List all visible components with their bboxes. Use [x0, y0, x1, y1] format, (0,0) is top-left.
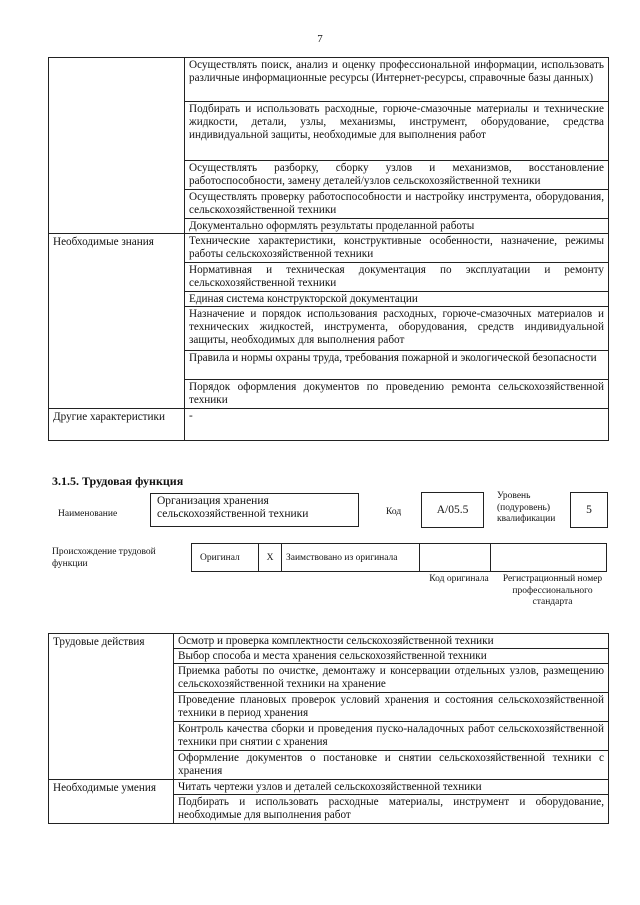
knowledge-item: Технические характеристики, конструктивные особенности, назначение, режимы работы сельскохозяйственной техники	[185, 234, 609, 263]
original-cell: Оригинал	[191, 543, 259, 572]
knowledge-label: Необходимые знания	[49, 234, 185, 409]
action-item: Контроль качества сборки и проведения пуско-наладочных работ сельскохозяйственной техники при снятии с хранения	[174, 722, 609, 751]
action-item: Приемка работы по очистке, демонтажу и консервации отдельных узлов, размещению сельскохозяйственной техники на хранение	[174, 664, 609, 693]
skills-label: Необходимые умения	[49, 780, 174, 824]
function-name-box: Организация хранения сельскохозяйственной техники	[150, 493, 359, 527]
skill-item: Читать чертежи узлов и деталей сельскохозяйственной техники	[174, 780, 609, 795]
code-label: Код	[386, 507, 402, 517]
section-title: 3.1.5. Трудовая функция	[52, 474, 184, 488]
action-item: Осмотр и проверка комплектности сельскохозяйственной техники	[174, 634, 609, 649]
page-number: 7	[317, 33, 323, 45]
knowledge-item: Единая система конструкторской документации	[185, 292, 609, 307]
actions-label: Трудовые действия	[49, 634, 174, 780]
origin-label: Происхождение трудовой функции	[52, 547, 156, 569]
knowledge-item: Нормативная и техническая документация по эксплуатации и ремонту сельскохозяйственной техники	[185, 263, 609, 292]
name-label: Наименование	[58, 509, 118, 519]
table-row	[49, 780, 609, 795]
upper-requirements-table	[48, 57, 609, 441]
borrowed-cell: Заимствовано из оригинала	[281, 543, 420, 572]
table-row	[49, 234, 609, 263]
original-mark: X	[258, 543, 282, 572]
other-characteristics-value: -	[185, 409, 609, 441]
action-item: Выбор способа и места хранения сельскохозяйственной техники	[174, 649, 609, 664]
qualification-level-label: Уровень (подуровень) квалификации	[497, 491, 556, 524]
registration-number-caption: Регистрационный номер профессионального стандарта	[502, 574, 603, 607]
skills-label-cell	[49, 58, 185, 234]
registration-number-cell	[490, 543, 607, 572]
table-row	[49, 58, 609, 102]
skill-item: Осуществлять проверку работоспособности и настройку инструмента, оборудования, сельскохозяйственной техники	[185, 190, 609, 219]
qualification-level-box: 5	[570, 492, 608, 528]
skill-item: Документально оформлять результаты проделанной работы	[185, 219, 609, 234]
knowledge-item: Правила и нормы охраны труда, требования пожарной и экологической безопасности	[185, 351, 609, 380]
action-item: Проведение плановых проверок условий хранения и состояния сельскохозяйственной техники в период хранения	[174, 693, 609, 722]
skill-item: Осуществлять поиск, анализ и оценку профессиональной информации, использовать различные информационные ресурсы (Интернет-ресурсы, справочные базы данных)	[185, 58, 609, 102]
origin-row	[192, 543, 607, 572]
skill-item: Осуществлять разборку, сборку узлов и механизмов, восстановление работоспособности, замену деталей/узлов сельскохозяйственной техники	[185, 161, 609, 190]
knowledge-item: Назначение и порядок использования расходных, горюче-смазочных материалов и технических жидкостей, инструмента, оборудования, средств индивидуальной защиты, необходимых для выполнения работ	[185, 307, 609, 351]
skill-item: Подбирать и использовать расходные материалы, инструмент и оборудование, необходимые для выполнения работ	[174, 795, 609, 824]
original-code-caption: Код оригинала	[429, 574, 489, 584]
function-code-box: A/05.5	[421, 492, 484, 528]
other-characteristics-label: Другие характеристики	[49, 409, 185, 441]
knowledge-item: Порядок оформления документов по проведению ремонта сельскохозяйственной техники	[185, 380, 609, 409]
table-row	[49, 409, 609, 441]
lower-requirements-table	[48, 633, 609, 824]
original-code-cell	[419, 543, 491, 572]
skill-item: Подбирать и использовать расходные, горюче-смазочные материалы и технические жидкости, детали, узлы, механизмы, инструмент, оборудование, средства индивидуальной защиты, необходимые для выполнения работ	[185, 102, 609, 161]
action-item: Оформление документов о постановке и снятии сельскохозяйственной техники с хранения	[174, 751, 609, 780]
table-row	[49, 634, 609, 649]
